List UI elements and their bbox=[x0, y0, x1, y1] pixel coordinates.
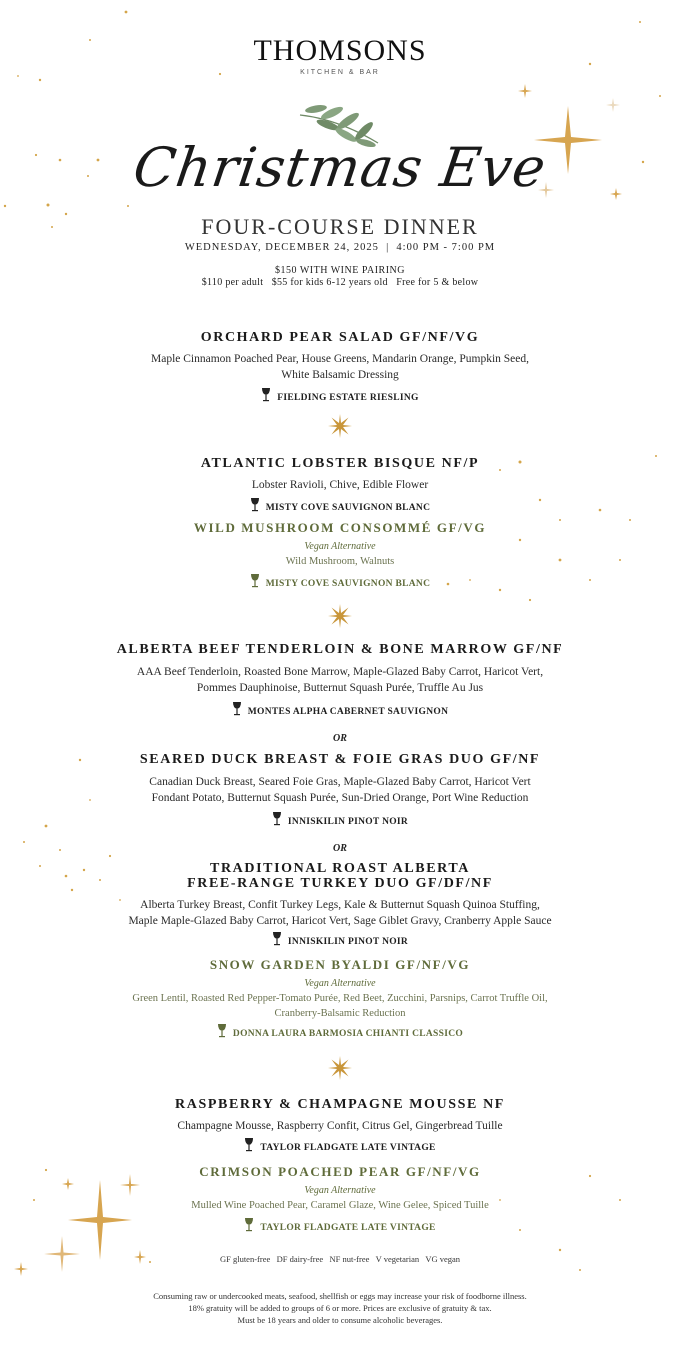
wine-pairing bbox=[0, 574, 680, 589]
vegan-alternative-label: Vegan Alternative bbox=[304, 541, 376, 552]
vegan-alternative-label: Vegan Alternative bbox=[304, 978, 376, 989]
course-title: TRADITIONAL ROAST ALBERTA bbox=[210, 861, 470, 876]
course-description: Pommes Dauphinoise, Butternut Squash Purée, Truffle Au Jus bbox=[196, 682, 484, 694]
price-list: $110 per adult $55 for kids 6-12 years old Free for 5 & below bbox=[201, 277, 479, 288]
course-title: ATLANTIC LOBSTER BISQUE NF/P bbox=[200, 456, 480, 471]
page-title: FOUR-COURSE DINNER bbox=[201, 214, 479, 239]
course-description: Lobster Ravioli, Chive, Edible Flower bbox=[251, 479, 429, 491]
small-sparkle-icon bbox=[606, 98, 620, 112]
wine-glass-icon bbox=[244, 1138, 254, 1152]
wine-pairing bbox=[0, 498, 680, 513]
course-description: Alberta Turkey Breast, Confit Turkey Legs, Kale & Butternut Squash Quinoa Stuffing, bbox=[140, 899, 540, 911]
wine-name: TAYLOR FLADGATE LATE VINTAGE bbox=[260, 1143, 436, 1153]
course-description: Green Lentil, Roasted Red Pepper-Tomato Purée, Red Beet, Zucchini, Parsnips, Carrot Truffle Oil, bbox=[132, 993, 548, 1004]
footer-disclaimer: Consuming raw or undercooked meats, seafood, shellfish or eggs may increase your risk of foodborne illness. bbox=[153, 1291, 527, 1301]
brand-subtitle: KITCHEN & BAR bbox=[300, 69, 380, 76]
course-description: Maple Cinnamon Poached Pear, House Greens, Mandarin Orange, Pumpkin Seed, bbox=[151, 353, 529, 365]
small-sparkle-icon bbox=[518, 84, 532, 98]
footer-age-notice: Must be 18 years and older to consume alcoholic beverages. bbox=[237, 1315, 443, 1325]
wine-pairing bbox=[0, 1138, 680, 1153]
wine-pairing bbox=[0, 932, 680, 947]
gold-star-divider-icon bbox=[328, 414, 352, 438]
course-description: Champagne Mousse, Raspberry Confit, Citrus Gel, Gingerbread Tuille bbox=[177, 1120, 503, 1132]
vegan-alternative-label: Vegan Alternative bbox=[304, 1185, 376, 1196]
vegan-course-title: SNOW GARDEN BYALDI GF/NF/VG bbox=[209, 957, 471, 972]
wine-pairing bbox=[0, 388, 680, 403]
footer-gratuity: 18% gratuity will be added to groups of 6 or more. Prices are exclusive of gratuity & tax. bbox=[188, 1303, 492, 1313]
wine-glass-icon bbox=[217, 1024, 227, 1038]
wine-glass-icon bbox=[272, 812, 282, 826]
dietary-legend: GF gluten-free DF dairy-free NF nut-free V vegetarian VG vegan bbox=[219, 1254, 461, 1264]
course-title: ORCHARD PEAR SALAD GF/NF/VG bbox=[200, 330, 480, 345]
wine-pairing bbox=[0, 812, 680, 827]
wine-glass-icon bbox=[250, 498, 260, 512]
wine-glass-icon bbox=[250, 574, 260, 588]
wine-name: INNISKILIN PINOT NOIR bbox=[287, 937, 409, 947]
wine-name: MISTY COVE SAUVIGNON BLANC bbox=[265, 503, 431, 513]
course-description: Mulled Wine Poached Pear, Caramel Glaze, Wine Gelee, Spiced Tuille bbox=[191, 1200, 489, 1211]
wine-name: MISTY COVE SAUVIGNON BLANC bbox=[265, 579, 431, 589]
course-title: SEARED DUCK BREAST & FOIE GRAS DUO GF/NF bbox=[139, 752, 541, 767]
wine-pairing bbox=[0, 1024, 680, 1039]
course-description: AAA Beef Tenderloin, Roasted Bone Marrow, Maple-Glazed Baby Carrot, Haricot Vert, bbox=[136, 666, 544, 678]
wine-name: MONTES ALPHA CABERNET SAUVIGNON bbox=[247, 707, 449, 717]
wine-name: INNISKILIN PINOT NOIR bbox=[287, 817, 409, 827]
christmas-eve-script-title: Christmas Eve bbox=[129, 136, 551, 199]
vegan-course-title: WILD MUSHROOM CONSOMMÉ GF/VG bbox=[193, 520, 487, 535]
course-description: Cranberry-Balsamic Reduction bbox=[274, 1008, 406, 1019]
event-date: WEDNESDAY, DECEMBER 24, 2025 | 4:00 PM - 7:00 PM bbox=[184, 242, 496, 253]
wine-name: DONNA LAURA BARMOSIA CHIANTI CLASSICO bbox=[232, 1029, 464, 1039]
course-title: FREE-RANGE TURKEY DUO GF/DF/NF bbox=[187, 876, 493, 891]
gold-star-divider-icon bbox=[328, 604, 352, 628]
wine-glass-icon bbox=[272, 932, 282, 946]
wine-pairing bbox=[0, 702, 680, 717]
wine-pairing bbox=[0, 1218, 680, 1233]
or-separator: OR bbox=[333, 843, 347, 854]
wine-name: TAYLOR FLADGATE LATE VINTAGE bbox=[260, 1223, 436, 1233]
course-title: ALBERTA BEEF TENDERLOIN & BONE MARROW GF/NF bbox=[116, 642, 564, 657]
course-description: Maple Maple-Glazed Baby Carrot, Haricot Vert, Sage Giblet Gravy, Cranberry Apple Sauce bbox=[128, 915, 552, 927]
or-separator: OR bbox=[333, 733, 347, 744]
wine-glass-icon bbox=[232, 702, 242, 716]
gold-star-divider-icon bbox=[328, 1056, 352, 1080]
course-description: Canadian Duck Breast, Seared Foie Gras, Maple-Glazed Baby Carrot, Haricot Vert bbox=[149, 776, 531, 788]
vegan-course-title: CRIMSON POACHED PEAR GF/NF/VG bbox=[199, 1164, 481, 1179]
wine-glass-icon bbox=[261, 388, 271, 402]
price-wine-pairing: $150 WITH WINE PAIRING bbox=[275, 265, 405, 276]
wine-glass-icon bbox=[244, 1218, 254, 1232]
brand-logo: THOMSONS bbox=[253, 34, 427, 67]
course-title: RASPBERRY & CHAMPAGNE MOUSSE NF bbox=[175, 1097, 505, 1112]
course-description: Wild Mushroom, Walnuts bbox=[285, 556, 395, 567]
course-description: Fondant Potato, Butternut Squash Purée, Sun-Dried Orange, Port Wine Reduction bbox=[151, 792, 529, 804]
small-sparkle-icon bbox=[14, 1262, 28, 1276]
wine-name: FIELDING ESTATE RIESLING bbox=[277, 393, 419, 403]
course-description: White Balsamic Dressing bbox=[281, 369, 399, 381]
